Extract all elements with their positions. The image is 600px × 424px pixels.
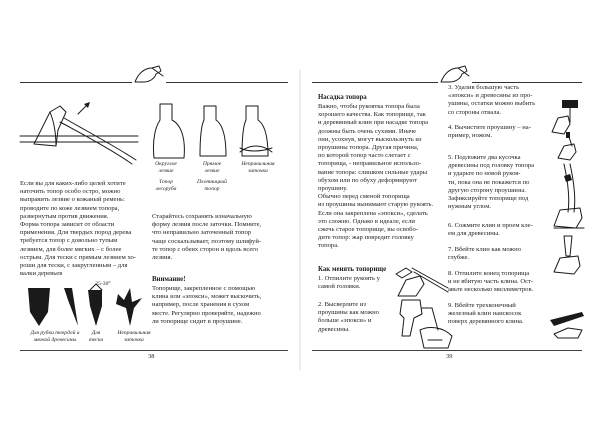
axe-strap-illustration bbox=[20, 104, 140, 180]
step-1: 1. Отпилите рукоять у самой головки. bbox=[318, 275, 380, 291]
step-8: 8. Отпилите конец топорища и не вбитую часть клина. Ост- авьте несколько миллиметров. bbox=[448, 270, 534, 294]
step-2: 2. Высверлите из проушины как можно больше «эпокси» и древесины. bbox=[318, 301, 379, 333]
knife-illustration bbox=[552, 132, 582, 162]
step-4: 4. Вычистите проушину – на- пример, ножом. bbox=[448, 124, 531, 140]
wrong-sharpening-illustration bbox=[238, 104, 274, 158]
hard-wood-profile bbox=[28, 288, 50, 326]
caption-hewing: Для тески bbox=[88, 330, 104, 343]
attention-title: Внимание! bbox=[152, 276, 186, 283]
caption-wrong-bottom: Неправильная заточка bbox=[117, 330, 151, 343]
step-7: 7. Вбейте клин как можно глубже. bbox=[448, 246, 521, 262]
caption-straight-blade: Прямое лезвие bbox=[202, 161, 222, 174]
axe-emblem-icon bbox=[438, 62, 472, 86]
axe-emblem-icon bbox=[132, 62, 166, 86]
caption-carpenter-axe: Плотницкий топор bbox=[197, 179, 227, 192]
step-6: 6. Сожмите клин и проем кле- ем для древесины. bbox=[448, 222, 533, 238]
caption-lumberjack-axe: Топор лесоруба bbox=[155, 179, 177, 192]
angle-label: 25-30° bbox=[95, 281, 111, 287]
saw-illustration bbox=[392, 266, 452, 298]
mounting-paragraph: Важно, чтобы рукоятка топора была хорошего качества. Как топорище, так и деревянный клин при насадке топора должны быть очень сухими. Иначе они, усохнув, могут выскользнуть из проушины топора. Другая причина, по которой топор часто слетает с топорища, - неправильное использо- вание топора: слишком сильные удары обухом или по обуху деформируют проушину. Обычно перед сменой топорища из проушины вынимают старую рукоять. Если она закреплена «эпокси», сделать это сложно. Однако в идеале, если сжечь старое топорище, вы освобо- дите топор: жар повредит головку топора. bbox=[318, 103, 434, 250]
caption-wrong-sharpening: Неправильная заточка bbox=[241, 161, 275, 174]
section-title-mounting: Насадка топора bbox=[318, 94, 367, 101]
drill-illustration bbox=[392, 296, 454, 350]
left-page-number: 38 bbox=[148, 353, 155, 360]
iron-wedge-illustration bbox=[548, 300, 586, 340]
wrong-profile bbox=[116, 288, 142, 326]
book-gutter bbox=[299, 70, 301, 370]
straight-blade-illustration bbox=[196, 104, 232, 158]
caption-hard-soft-wood: Для рубки твердой и мягкой древесины bbox=[30, 330, 80, 343]
step-3: 3. Удалив большую часть «эпокси» и древесины из про- ушины, остатки можно выбить со стороны отвала. bbox=[448, 84, 536, 116]
step-5: 5. Подложите два кусочка древесины под головку топора и ударьте по новой рукоя- ти, пока она не покажется по другую сторону проушины. Зафиксируйте топорище под нужным углом. bbox=[448, 154, 535, 211]
intro-paragraph: Если вы для каких-либо целей хотите наточить топор особо остро, можно выправить лезвие о кожаный ремень: проводите по коже лезвием топора, развернутым против движения. Форма топора зависит от области применения. Для твердых пород дерева требуется топор с довольно тупым лезвием, для более мягких – с более острым. Для тески с прямым лезвием хо- роши для тески, с закругленным – для валки деревьев bbox=[20, 180, 136, 278]
hewing-profile bbox=[88, 290, 102, 326]
blade-profiles-illustration bbox=[26, 286, 156, 328]
soft-wood-profile bbox=[64, 288, 78, 326]
left-footer-rule bbox=[20, 350, 288, 351]
attention-paragraph: Топорище, закрепленное с помощью клина или «эпокси», может выскочить, например, после хранения в сухом месте. Регулярно проверяйте, надежно ли топорище сидит в проушине. bbox=[152, 285, 262, 325]
section-title-replace: Как менять топорище bbox=[318, 266, 387, 273]
rounded-blade-illustration bbox=[150, 102, 190, 160]
right-footer-rule bbox=[312, 350, 582, 351]
care-paragraph: Старайтесь сохранять изначальную форму лезвия после заточки. Помните, что неправильно заточенный топор чаще соскальзывает, поэтому шлифуй- те топор с обеих сторон и вдоль всего лезвия. bbox=[152, 213, 262, 262]
caption-rounded-blade: Округлое лезвие bbox=[155, 161, 177, 174]
step-9: 9. Вбейте трехконечный железный клин наискосок поверх деревянного клина. bbox=[448, 302, 524, 326]
right-page-number: 39 bbox=[446, 353, 453, 360]
new-handle-illustration bbox=[550, 162, 586, 232]
wedge-glue-illustration bbox=[550, 234, 586, 276]
